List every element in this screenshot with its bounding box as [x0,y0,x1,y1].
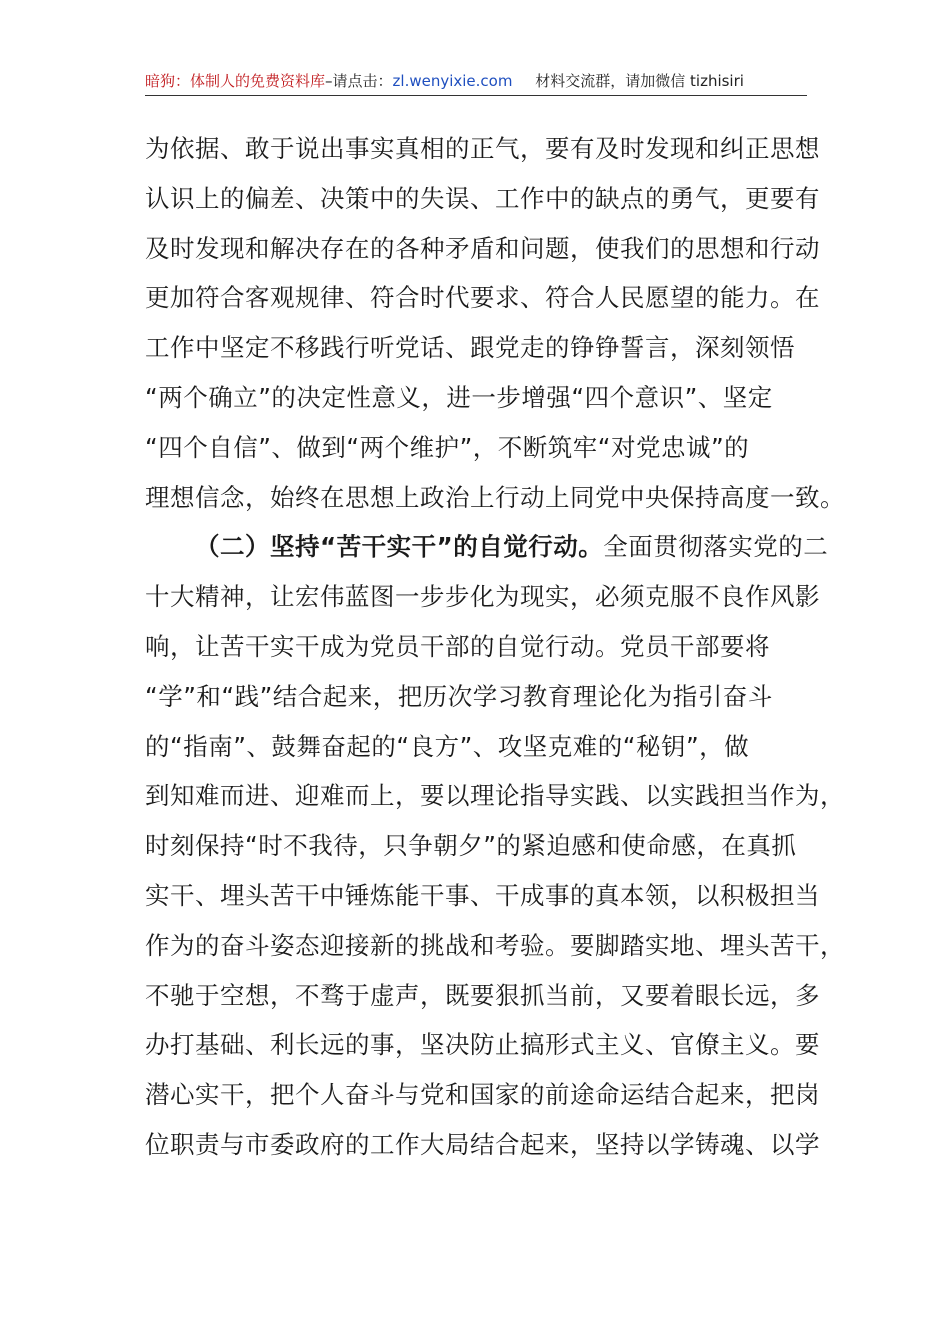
text-line: 工作中坚定不移践行听党话、跟党走的铮铮誓言，深刻领悟 [145,333,795,363]
text-line: 更加符合客观规律、符合时代要求、符合人民愿望的能力。在 [145,283,820,313]
header-prompt: –请点击： [325,72,393,90]
text-line: 办打基础、利长远的事，坚决防止搞形式主义、官僚主义。要 [145,1030,820,1060]
section-heading-rest: 全面贯彻落实党的二 [603,532,829,562]
text-line: 位职责与市委政府的工作大局结合起来，坚持以学铸魂、以学 [145,1129,820,1159]
text-line: 认识上的偏差、决策中的失误、工作中的缺点的勇气，更要有 [145,183,820,213]
header-link[interactable]: zl.wenyixie.com [392,72,513,90]
section-heading: （二）坚持“苦干实干”的自觉行动。 [195,532,604,562]
text-line: 及时发现和解决存在的各种矛盾和问题，使我们的思想和行动 [145,233,820,263]
text-line: 不驰于空想，不骛于虚声，既要狠抓当前，又要着眼长远，多 [145,980,820,1010]
text-line: “两个确立”的决定性意义，进一步增强“四个意识”、坚定 [145,382,773,412]
section-heading-line [145,522,829,572]
header-brand: 暗狗：体制人的免费资料库 [145,72,326,90]
text-line: “四个自信”、做到“两个维护”，不断筑牢“对党忠诚”的 [145,432,750,462]
text-line: “学”和“践”结合起来，把历次学习教育理论化为指引奋斗 [145,681,773,711]
text-line: 十大精神，让宏伟蓝图一步步化为现实，必须克服不良作风影 [145,582,820,612]
header-divider [145,95,807,96]
document-body [145,124,845,1170]
text-line: 到知难而进、迎难而上，要以理论指导实践、以实践担当作为， [145,781,845,811]
text-line: 潜心实干，把个人奋斗与党和国家的前途命运结合起来，把岗 [145,1080,820,1110]
text-line: 理想信念，始终在思想上政治上行动上同党中央保持高度一致。 [145,482,845,512]
text-line: 响，让苦干实干成为党员干部的自觉行动。党员干部要将 [145,631,770,661]
page-header [145,68,807,94]
text-line: 作为的奋斗姿态迎接新的挑战和考验。要脚踏实地、埋头苦干， [145,930,845,960]
header-contact: 材料交流群，请加微信 tizhisiri [535,72,744,90]
text-line: 的“指南”、鼓舞奋起的“良方”、攻坚克难的“秘钥”，做 [145,731,750,761]
text-line: 为依据、敢于说出事实真相的正气，要有及时发现和纠正思想 [145,134,820,163]
text-line: 时刻保持“时不我待，只争朝夕”的紧迫感和使命感，在真抓 [145,831,797,861]
text-line: 实干、埋头苦干中锤炼能干事、干成事的真本领，以积极担当 [145,880,820,910]
